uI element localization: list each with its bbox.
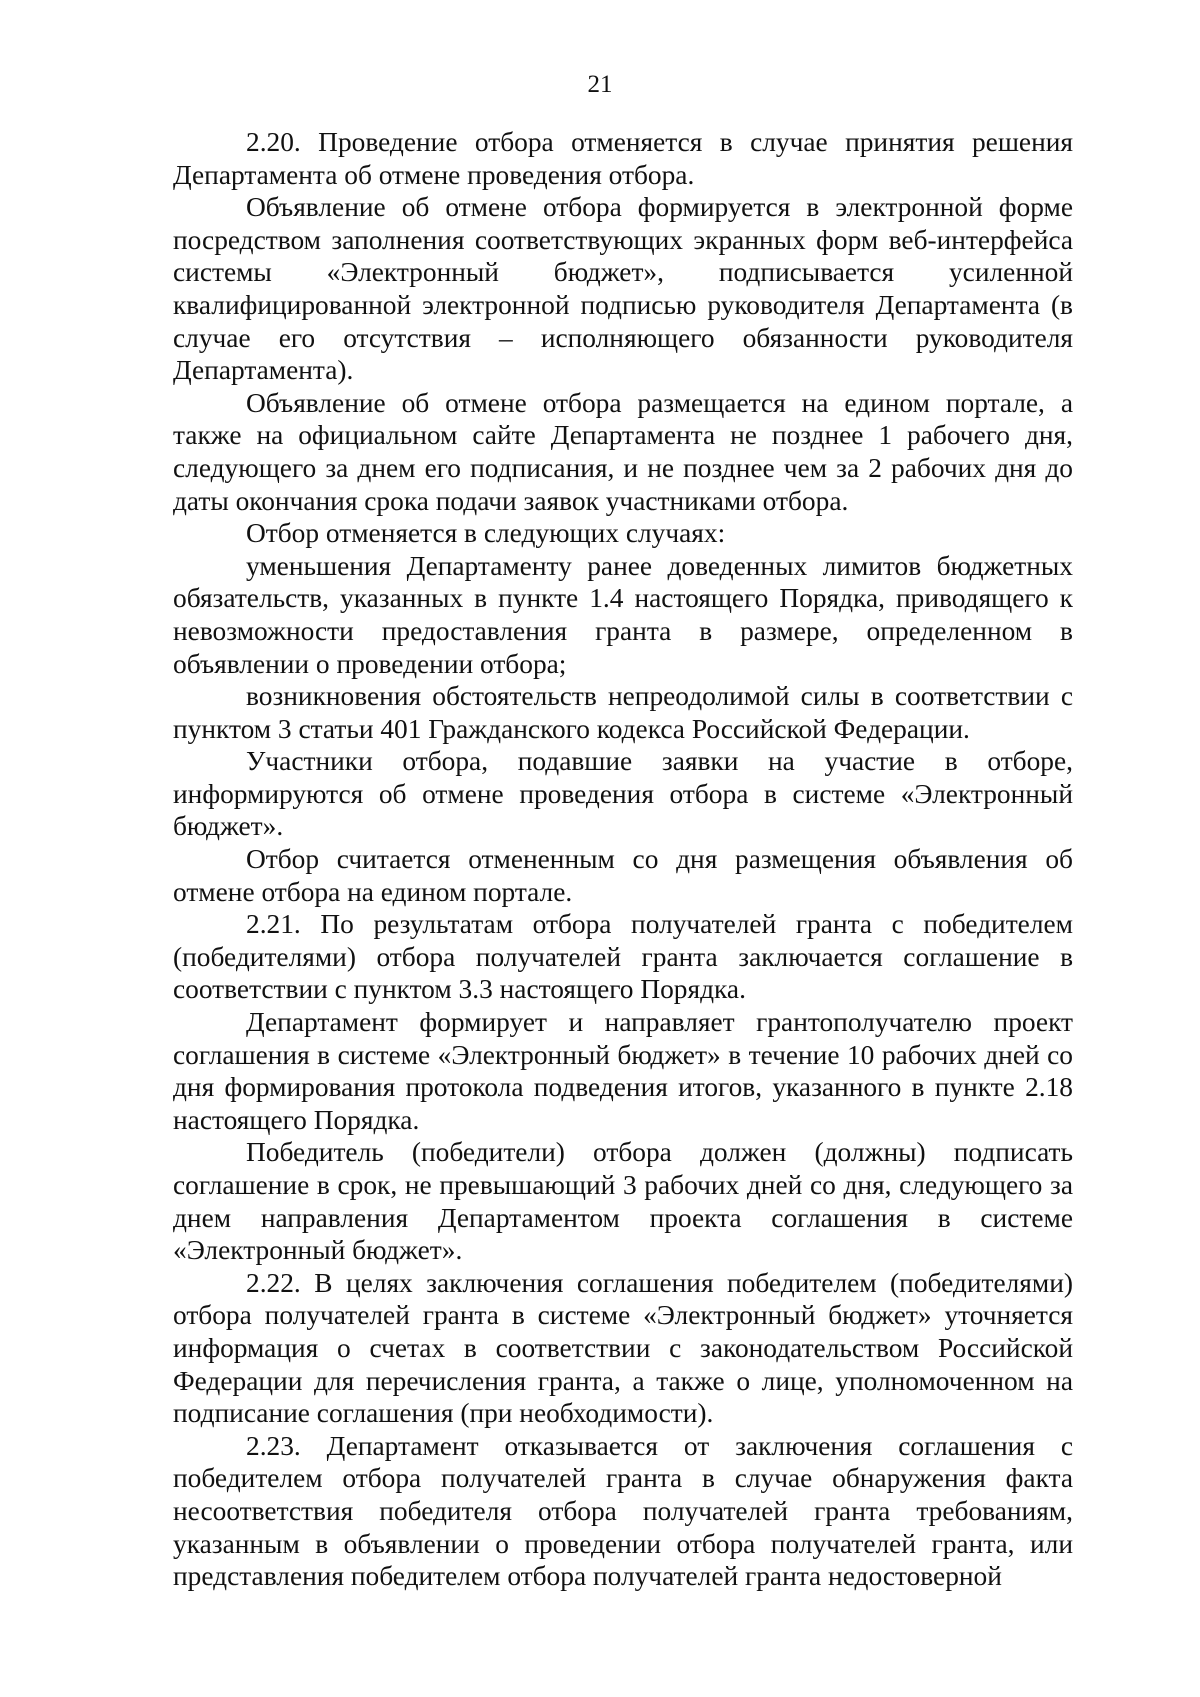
paragraph-2-22: 2.22. В целях заключения соглашения победителем (победителями) отбора получателей гранта в системе «Электронный бюджет» уточняется информация о счетах в соответствии с законодательством Российской Федерации для перечисления гранта, а также о лице, уполномоченном на подписание соглашения (при необходимости). bbox=[173, 1267, 1073, 1429]
document-body bbox=[173, 126, 1073, 1593]
paragraph-cancellation-cases-intro: Отбор отменяется в следующих случаях: bbox=[246, 518, 726, 549]
paragraph-cancellation-notice-form: Объявление об отмене отбора формируется в электронной форме посредством заполнения соответствующих экранных форм веб-интерфейса системы «Электронный бюджет», подписывается усиленной квалифицированной электронной подписью руководителя Департамента (в случае его отсутствия – исполняющего обязанности руководителя Департамента). bbox=[173, 192, 1073, 386]
paragraph-2-23: 2.23. Департамент отказывается от заключения соглашения с победителем отбора получателей гранта в случае обнаружения факта несоответствия победителя отбора получателей гранта требованиям, указанным в объявлении о проведении отбора получателей гранта, или представления победителем отбора получателей гранта недостоверной bbox=[173, 1430, 1073, 1592]
paragraph-2-20: 2.20. Проведение отбора отменяется в случае принятия решения Департамента об отмене проведения отбора. bbox=[173, 127, 1073, 190]
paragraph-cancellation-notice-publication: Объявление об отмене отбора размещается на едином портале, а также на официальном сайте Департамента не позднее 1 рабочего дня, следующего за днем его подписания, и не позднее чем за 2 рабочих дня до даты окончания срока подачи заявок участниками отбора. bbox=[173, 387, 1073, 516]
paragraph-cancellation-case-limits: уменьшения Департаменту ранее доведенных лимитов бюджетных обязательств, указанных в пункте 1.4 настоящего Порядка, приводящего к невозможности предоставления гранта в размере, определенном в объявлении о проведении отбора; bbox=[173, 550, 1073, 679]
paragraph-cancellation-case-force-majeure: возникновения обстоятельств непреодолимой силы в соответствии с пунктом 3 статьи 401 Гражданского кодекса Российской Федерации. bbox=[173, 681, 1073, 744]
paragraph-agreement-draft: Департамент формирует и направляет грантополучателю проект соглашения в системе «Электронный бюджет» в течение 10 рабочих дней со дня формирования протокола подведения итогов, указанного в пункте 2.18 настоящего Порядка. bbox=[173, 1007, 1073, 1135]
page-number: 21 bbox=[587, 71, 613, 98]
paragraph-2-21: 2.21. По результатам отбора получателей гранта с победителем (победителями) отбора получателей гранта заключается соглашение в соответствии с пунктом 3.3 настоящего Порядка. bbox=[173, 909, 1073, 1005]
paragraph-winner-signing: Победитель (победители) отбора должен (должны) подписать соглашение в срок, не превышающий 3 рабочих дней со дня, следующего за днем направления Департаментом проекта соглашения в системе «Электронный бюджет». bbox=[173, 1137, 1073, 1266]
paragraph-selection-cancelled-date: Отбор считается отмененным со дня размещения объявления об отмене отбора на едином портале. bbox=[173, 844, 1073, 907]
paragraph-participants-informed: Участники отбора, подавшие заявки на участие в отборе, информируются об отмене проведения отбора в системе «Электронный бюджет». bbox=[173, 746, 1073, 842]
